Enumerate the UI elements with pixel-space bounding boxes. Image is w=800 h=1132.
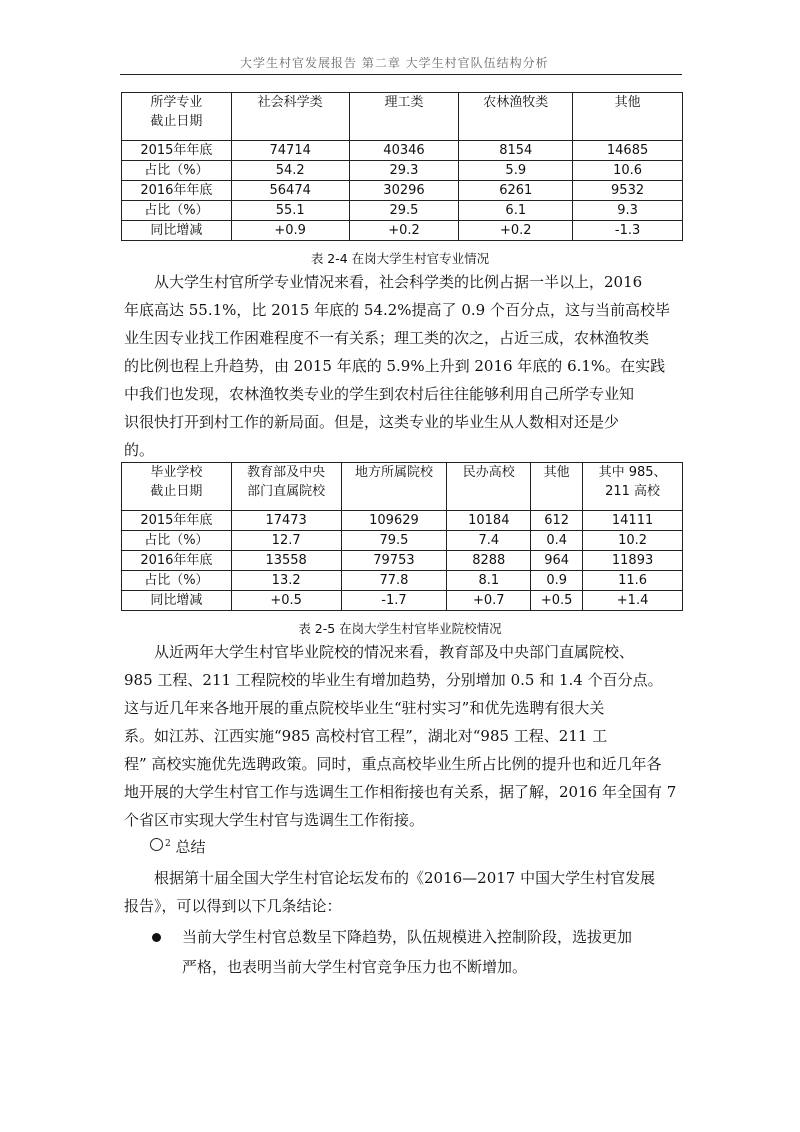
text-line: 的比例也程上升趋势，由 2015 年底的 5.9%上升到 2016 年底的 6.1%。在实践	[124, 357, 666, 375]
row-label: 同比增减	[122, 591, 232, 611]
text-line: 从大学生村官所学专业情况来看，社会科学类的比例占据一半以上，2016	[154, 273, 643, 291]
text-line: 当前大学生村官总数呈下降趋势，队伍规模进入控制阶段，选拔更加	[182, 928, 633, 946]
table-cell: 77.8	[341, 571, 447, 591]
circle-marker-icon	[150, 838, 163, 851]
table-cell: 56474	[231, 181, 349, 201]
table-cell: 109629	[341, 511, 447, 531]
table-row	[122, 141, 683, 161]
text-line: 系。如江苏、江西实施“985 高校村官工程”，湖北对“985 工程、211 工	[124, 727, 608, 745]
column-header-line: 教育部及中央	[247, 465, 326, 480]
paragraph	[124, 268, 684, 464]
table-cell: 54.2	[231, 161, 349, 181]
table-cell: 9532	[573, 181, 683, 201]
table-cell: 14111	[583, 511, 683, 531]
table-cell: +0.5	[531, 591, 583, 611]
text-line: 业生因专业找工作困难程度不一有关系；理工类的次之，占近三成，农林渔牧类	[124, 329, 650, 347]
section-title: 总结	[175, 838, 206, 856]
table-cell: 8.1	[447, 571, 531, 591]
corner-label: 毕业学校	[150, 465, 203, 480]
row-label: 占比（%）	[122, 531, 232, 551]
table-cell: 11.6	[583, 571, 683, 591]
section-number: 2	[165, 839, 171, 849]
row-label: 同比增减	[122, 221, 232, 241]
column-header-line: 民办高校	[462, 465, 515, 480]
table-row	[122, 531, 683, 551]
table-corner-cell	[122, 93, 232, 141]
table-corner-cell	[122, 463, 232, 511]
table-cell: 10.2	[583, 531, 683, 551]
table-caption: 表 2-4 在岗大学生村官专业情况	[310, 251, 490, 266]
table-cell: 29.5	[349, 201, 459, 221]
table-cell: 11893	[583, 551, 683, 571]
corner-label: 截止日期	[150, 114, 203, 129]
column-header	[583, 463, 683, 511]
column-header-line: 其中 985、	[598, 465, 667, 480]
row-label: 2016年年底	[122, 551, 232, 571]
table-cell: 29.3	[349, 161, 459, 181]
text-line: 严格，也表明当前大学生村官竞争压力也不断增加。	[182, 958, 528, 976]
table-cell: 55.1	[231, 201, 349, 221]
table-cell: 10184	[447, 511, 531, 531]
table-cell: 74714	[231, 141, 349, 161]
text-line: 根据第十届全国大学生村官论坛发布的《2016—2017 中国大学生村官发展	[154, 869, 656, 887]
table-row	[122, 591, 683, 611]
table-cell: 12.7	[231, 531, 341, 551]
paragraph	[124, 864, 684, 920]
table-cell: 6.1	[459, 201, 573, 221]
table-row	[122, 571, 683, 591]
text-line: 报告》，可以得到以下几条结论：	[124, 897, 342, 915]
table-cell: +0.2	[349, 221, 459, 241]
text-line: 个省区市实现大学生村官与选调生工作衔接。	[124, 811, 425, 829]
table-caption: 表 2-5 在岗大学生村官毕业院校情况	[298, 621, 502, 636]
row-label: 占比（%）	[122, 161, 232, 181]
row-label: 2015年年底	[122, 141, 232, 161]
table-cell: 0.9	[531, 571, 583, 591]
table-cell: 14685	[573, 141, 683, 161]
table-row	[122, 551, 683, 571]
table-cell: 5.9	[459, 161, 573, 181]
table-cell: +0.9	[231, 221, 349, 241]
column-header-line: 部门直属院校	[247, 484, 326, 499]
table-cell: 40346	[349, 141, 459, 161]
row-label: 2015年年底	[122, 511, 232, 531]
table-cell: 9.3	[573, 201, 683, 221]
column-header-line: 地方所属院校	[354, 465, 433, 480]
row-label: 占比（%）	[122, 571, 232, 591]
column-header-line: 其他	[543, 465, 570, 480]
table-cell: 79753	[341, 551, 447, 571]
table-cell: 8288	[447, 551, 531, 571]
table-cell: 7.4	[447, 531, 531, 551]
column-header	[447, 463, 531, 511]
table-cell: 13558	[231, 551, 341, 571]
table-cell: 6261	[459, 181, 573, 201]
page-header	[120, 52, 682, 75]
text-line: 程” 高校实施优先选聘政策。同时，重点高校毕业生所占比例的提升也和近几年各	[124, 755, 662, 773]
paragraph	[124, 638, 684, 834]
table-cell: 10.6	[573, 161, 683, 181]
table-cell: 17473	[231, 511, 341, 531]
text-line: 从近两年大学生村官毕业院校的情况来看，教育部及中央部门直属院校、	[154, 643, 635, 661]
text-line: 的。	[124, 441, 155, 459]
text-line: 识很快打开到村工作的新局面。但是，这类专业的毕业生从人数相对还是少	[124, 413, 620, 431]
table-row	[122, 181, 683, 201]
column-header: 其他	[573, 93, 683, 141]
text-line: 地开展的大学生村官工作与选调生工作相衔接也有关系，据了解，2016 年全国有 7	[124, 783, 677, 801]
row-label: 2016年年底	[122, 181, 232, 201]
bullet-icon	[152, 933, 161, 942]
text-line: 年底高达 55.1%，比 2015 年底的 54.2%提高了 0.9 个百分点，这与当前高校毕	[124, 301, 670, 319]
text-line: 985 工程、211 工程院校的毕业生有增加趋势，分别增加 0.5 和 1.4 个百分点。	[124, 671, 663, 689]
text-line: 这与近几年来各地开展的重点院校毕业生“驻村实习”和优先选聘有很大关	[124, 699, 605, 717]
column-header	[531, 463, 583, 511]
running-title: 大学生村官发展报告 第二章 大学生村官队伍结构分析	[240, 56, 549, 70]
table-row	[122, 201, 683, 221]
column-header	[231, 463, 341, 511]
table-cell: 30296	[349, 181, 459, 201]
table-cell: 0.4	[531, 531, 583, 551]
table-cell: 612	[531, 511, 583, 531]
column-header	[341, 463, 447, 511]
table-cell: +0.5	[231, 591, 341, 611]
column-header: 理工类	[349, 93, 459, 141]
table-cell: -1.3	[573, 221, 683, 241]
table-row	[122, 511, 683, 531]
table-cell: 79.5	[341, 531, 447, 551]
table-cell: 13.2	[231, 571, 341, 591]
table-cell: 964	[531, 551, 583, 571]
text-line: 中我们也发现，农林渔牧类专业的学生到农村后往往能够利用自己所学专业知	[124, 385, 635, 403]
row-label: 占比（%）	[122, 201, 232, 221]
column-header: 农林渔牧类	[459, 93, 573, 141]
table-row	[122, 161, 683, 181]
table-cell: -1.7	[341, 591, 447, 611]
table-cell: +0.7	[447, 591, 531, 611]
column-header: 社会科学类	[231, 93, 349, 141]
corner-label: 所学专业	[150, 95, 203, 110]
table-row	[122, 221, 683, 241]
table-cell: +1.4	[583, 591, 683, 611]
bullet-item	[182, 922, 682, 982]
table-cell: +0.2	[459, 221, 573, 241]
table-major	[121, 92, 683, 241]
table-school	[121, 462, 683, 611]
column-header-line: 211 高校	[605, 484, 661, 499]
table-cell: 8154	[459, 141, 573, 161]
section-heading	[150, 836, 206, 857]
corner-label: 截止日期	[150, 484, 203, 499]
